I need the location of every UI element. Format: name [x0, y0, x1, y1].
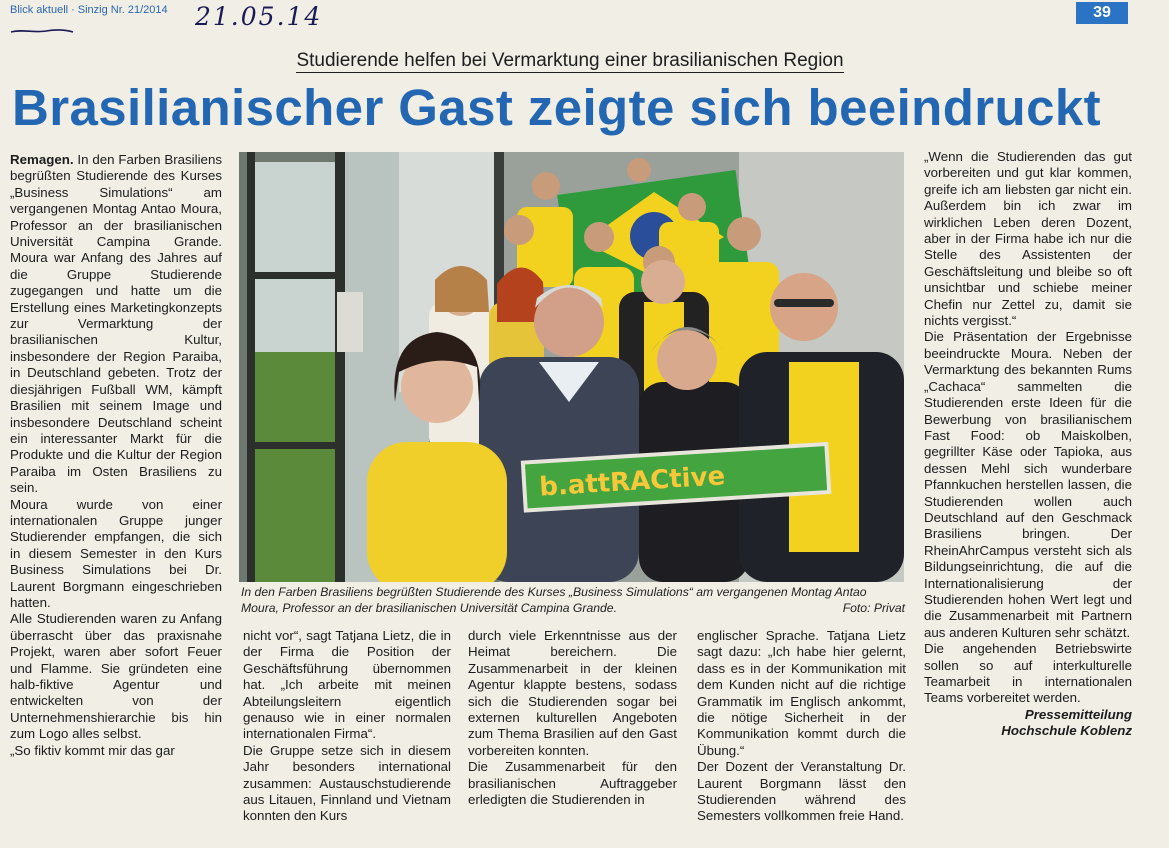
signature-institution: Hochschule Koblenz: [1001, 723, 1132, 739]
article-headline: Brasilianischer Gast zeigte sich beeindruckt: [12, 79, 1101, 136]
article-column-4: [697, 628, 906, 825]
caption-text: In den Farben Brasiliens begrüßten Studierende des Kurses „Business Simulations“ am vergangenen Montag Antao Moura, Professor an der brasilianischen Universität Campina Grande.: [241, 585, 867, 615]
article-column-1: [10, 152, 222, 759]
photo-credit: Foto: Privat: [842, 600, 905, 615]
photo-illustration: [239, 152, 904, 582]
signature-source: Pressemitteilung: [1024, 706, 1132, 722]
handwritten-date: 21.05.14: [195, 2, 323, 31]
article-column-3: [468, 628, 677, 808]
article-column-5: [924, 149, 1132, 740]
paragraph: Moura wurde von einer internationalen Gruppe junger Studierender empfangen, die sich in diesem Semester in den Kurs Business Simulations bei Dr. Laurent Borgmann eingeschrieben hatten.: [10, 496, 222, 610]
paragraph: nicht vor“, sagt Tatjana Lietz, die in der Firma die Position der Geschäftsführung übernommen hat. „Ich arbeite mit meinen Abteilungsleitern eigentlich genauso wie in einer normalen internationalen Firma“.: [243, 628, 451, 742]
paragraph: Die Präsentation der Ergebnisse beeindruckte Moura. Neben der Vermarktung des bekannten Rums „Cachaca“ sammelten die Studierenden erste Ideen für die Bewerbung von brasilianischem Fast Food: ob Maiskolben, gegrillter Käse oder Tapioka, aus dessen Mehl sich wunderbare Pfannkuchen herstellen lassen, die Studierenden wollen auch Deutschland auf den Geschmack Brasiliens bringen. Der RheinAhrCampus versteht sich als Bildungseinrichtung, die auf die Internationalisierung der Studierenden hohen Wert legt und die Zusammenarbeit mit Partnern aus anderen Kulturen sehr schätzt.: [924, 329, 1132, 640]
paragraph: Die angehenden Betriebswirte sollen so auf interkulturelle Teamarbeit in internationalen Teams vorbereitet werden.: [924, 641, 1132, 706]
banner-text: b.attRACtive: [538, 461, 727, 503]
paragraph: durch viele Erkenntnisse aus der Heimat bereichern. Die Zusammenarbeit in der kleinen Agentur klappte bestens, sodass sich die Studierenden sogar bei externen kulturellen Angeboten zum Thema Brasilien auf den Gast vorbereiten konnten.: [468, 628, 677, 758]
photo-caption: [241, 585, 905, 616]
issue-label: Sinzig Nr. 21/2014: [77, 4, 168, 16]
paragraph: „So fiktiv kommt mir das gar: [10, 742, 175, 758]
group-photo: [239, 152, 904, 582]
paragraph: Die Zusammenarbeit für den brasilianischen Auftraggeber erledigten die Studierenden in: [468, 759, 677, 808]
article-column-2: [243, 628, 451, 825]
paragraph: Der Dozent der Veranstaltung Dr. Laurent Borgmann lässt den Studierenden während des Semesters vollkommen freie Hand.: [697, 759, 906, 824]
paragraph: In den Farben Brasiliens begrüßten Studierende des Kurses „Business Simulations“ am vergangenen Montag Antao Moura, Professor an der brasilianischen Universität Campina Grande. Moura war Anfang des Jahres auf die Gruppe Studierende zugegangen und hatte um die Erstellung eines Marketingkonzepts zur Vermarktung der brasilianischen Kultur, insbesondere der Region Paraiba, in Deutschland gebeten. Trotz der diesjährigen Fußball WM, kämpft Brasilien mit seinem Image und insbesondere Deutschland scheint ein interessanter Markt für die Produkte und die Kultur der Region Paraiba im Osten Brasiliens zu sein.: [10, 152, 222, 496]
publication-name: Blick aktuell: [10, 4, 69, 16]
dateline: Remagen.: [10, 152, 74, 167]
paragraph: englischer Sprache. Tatjana Lietz sagt dazu: „Ich habe hier gelernt, dass es in der Kommunikation mit dem Kunden nicht auf die richtige Grammatik im Englisch ankommt, die nötige Sicherheit in der Kommunikation kommt durch die Übung.“: [697, 628, 906, 758]
paragraph: „Wenn die Studierenden das gut vorbereiten und gut klar kommen, greife ich am liebsten gar nicht ein. Außerdem bin ich zwar im wirklichen Leben deren Dozent, aber in der Firma habe ich nur die Stelle des Assistenten der Geschäftsleitung und bleibe so oft unsichtbar und schiebe meiner Chefin nur Zettel zu, damit sie nichts vergisst.“: [924, 149, 1132, 329]
paragraph: Die Gruppe setze sich in diesem Jahr besonders international zusammen: Austauschstudierende aus Litauen, Finnland und Vietnam konnten den Kurs: [243, 742, 451, 824]
paragraph: Alle Studierenden waren zu Anfang überrascht über das praxisnahe Projekt, waren aber sofort Feuer und Flamme. Sie gründeten eine halb-fiktive Agentur und entwickelten von der Unternehmenshierarchie bis hin zum Logo alles selbst.: [10, 611, 222, 742]
masthead-line: Blick aktuell · Sinzig Nr. 21/2014: [10, 4, 168, 16]
pen-scribble: [10, 28, 74, 34]
page-number-badge: 39: [1076, 2, 1128, 24]
article-kicker: Studierende helfen bei Vermarktung einer brasilianischen Region: [296, 50, 844, 71]
